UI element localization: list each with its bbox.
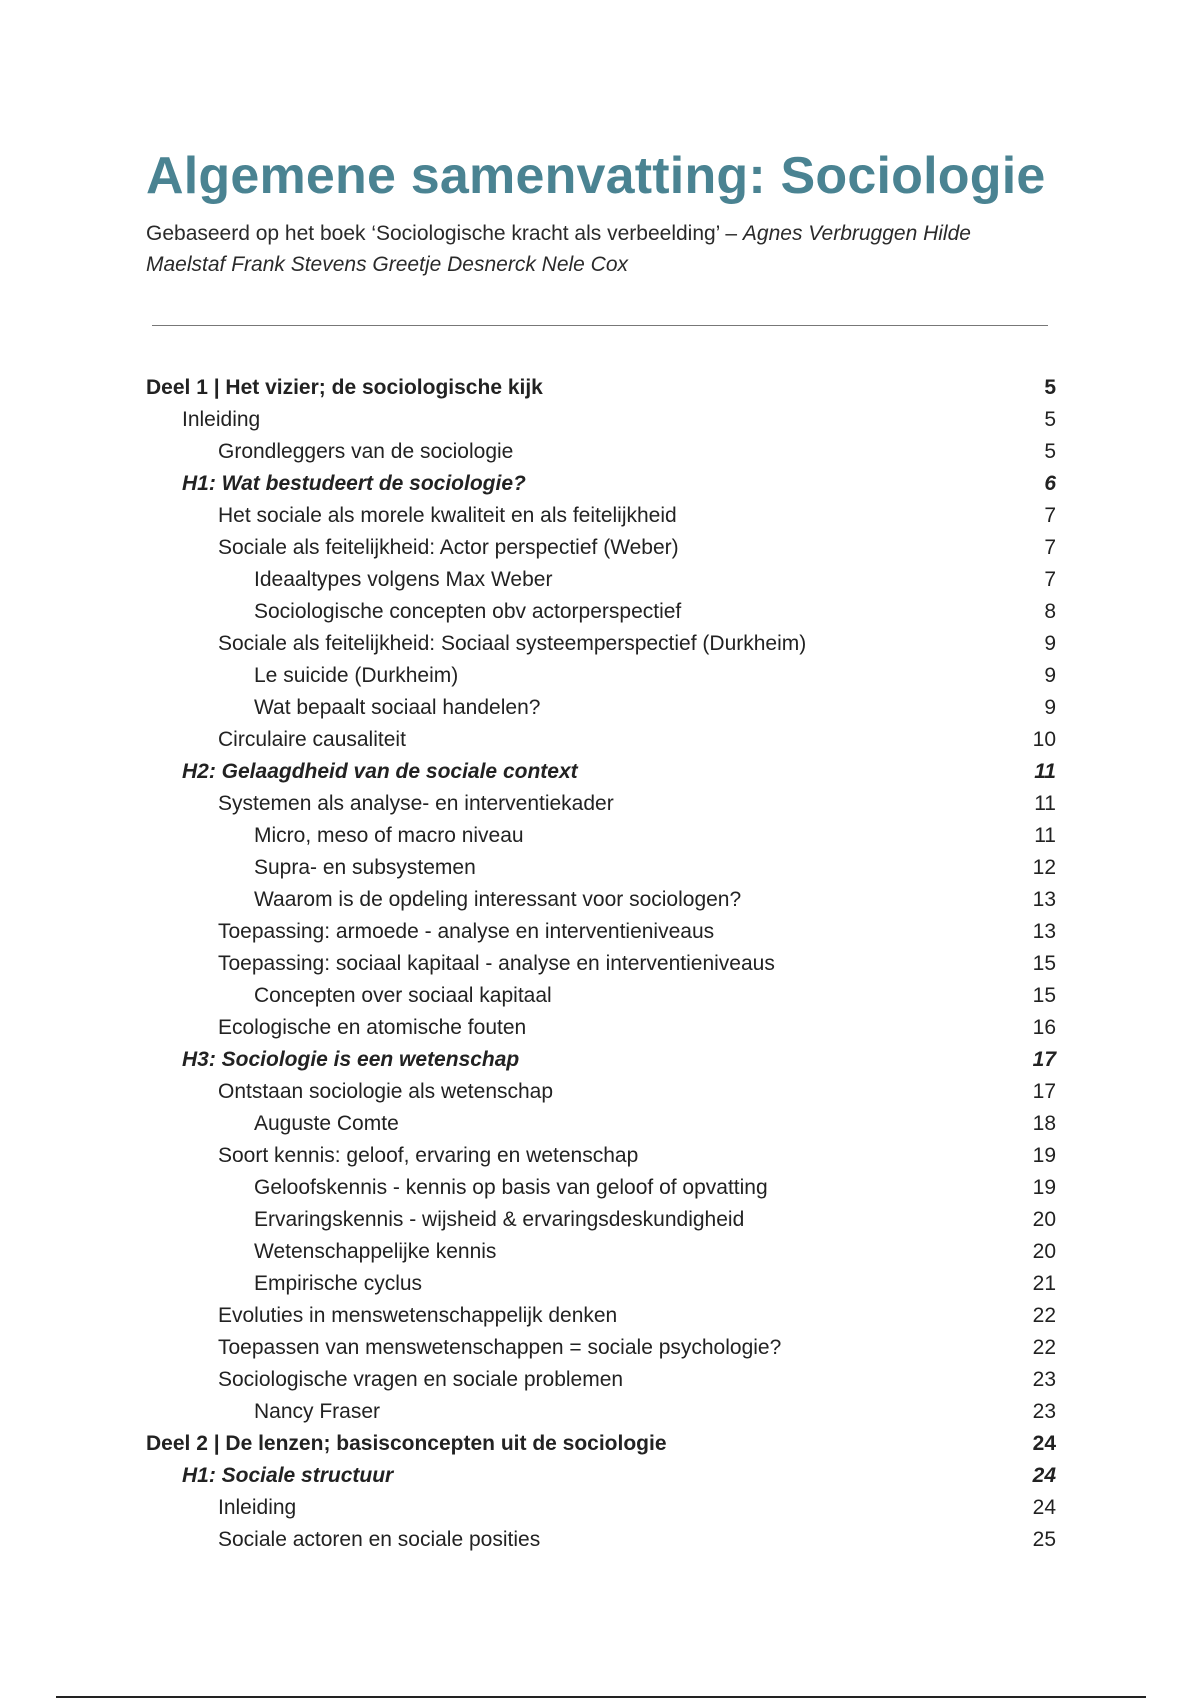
- toc-entry[interactable]: [146, 1332, 1056, 1364]
- toc-page-number: 7: [1044, 568, 1056, 591]
- toc-entry-title: Sociale als feitelijkheid: Actor perspectief (Weber): [218, 536, 679, 559]
- toc-page-number: 13: [1032, 888, 1056, 911]
- toc-page-number: 6: [1044, 472, 1056, 495]
- toc-entry-title: Evoluties in menswetenschappelijk denken: [218, 1304, 618, 1327]
- toc-chapter-entry[interactable]: [146, 1044, 1056, 1076]
- toc-entry[interactable]: [146, 1268, 1056, 1300]
- toc-entry[interactable]: [146, 948, 1056, 980]
- toc-page-number: 13: [1032, 920, 1056, 943]
- toc-entry-title: Systemen als analyse- en interventiekader: [218, 792, 614, 815]
- subtitle-authors: Agnes Verbruggen Hilde Maelstaf Frank Stevens Greetje Desnerck Nele Cox: [146, 222, 971, 276]
- toc-entry-title: Sociale actoren en sociale posities: [218, 1528, 541, 1551]
- toc-entry-title: Empirische cyclus: [254, 1272, 423, 1295]
- toc-entry-title: Ontstaan sociologie als wetenschap: [218, 1080, 554, 1103]
- toc-page-number: 18: [1032, 1112, 1056, 1135]
- toc-entry-title: Deel 1 | Het vizier; de sociologische kijk: [146, 376, 543, 399]
- toc-entry-title: Wat bepaalt sociaal handelen?: [254, 696, 541, 719]
- toc-entry-title: Toepassing: armoede - analyse en interventieniveaus: [218, 920, 715, 943]
- toc-entry-title: Ideaaltypes volgens Max Weber: [254, 568, 553, 591]
- toc-entry[interactable]: [146, 884, 1056, 916]
- toc-entry-title: Deel 2 | De lenzen; basisconcepten uit de sociologie: [146, 1432, 667, 1455]
- toc-entry-title: Wetenschappelijke kennis: [254, 1240, 497, 1263]
- toc-entry[interactable]: [146, 596, 1056, 628]
- toc-entry-title: Concepten over sociaal kapitaal: [254, 984, 552, 1007]
- toc-entry-title: H2: Gelaagdheid van de sociale context: [182, 760, 578, 783]
- toc-entry-title: Inleiding: [218, 1496, 297, 1519]
- toc-entry-title: H1: Sociale structuur: [182, 1464, 394, 1487]
- toc-entry[interactable]: [146, 1492, 1056, 1524]
- toc-entry-title: Sociale als feitelijkheid: Sociaal systeemperspectief (Durkheim): [218, 632, 807, 655]
- toc-page-number: 9: [1044, 696, 1056, 719]
- toc-entry[interactable]: [146, 980, 1056, 1012]
- toc-entry-title: Inleiding: [182, 408, 261, 431]
- toc-entry[interactable]: [146, 852, 1056, 884]
- toc-page-number: 23: [1032, 1368, 1056, 1391]
- toc-entry-title: Waarom is de opdeling interessant voor sociologen?: [254, 888, 742, 911]
- toc-entry-title: Sociologische concepten obv actorperspectief: [254, 600, 682, 623]
- toc-entry[interactable]: [146, 1140, 1056, 1172]
- toc-page-number: 5: [1044, 440, 1056, 463]
- toc-page-number: 11: [1034, 824, 1056, 847]
- toc-page-number: 22: [1032, 1336, 1056, 1359]
- toc-entry-title: Soort kennis: geloof, ervaring en wetenschap: [218, 1144, 639, 1167]
- toc-entry[interactable]: [146, 628, 1056, 660]
- toc-entry[interactable]: [146, 564, 1056, 596]
- toc-page-number: 8: [1044, 600, 1056, 623]
- toc-page-number: 9: [1044, 632, 1056, 655]
- toc-chapter-entry[interactable]: [146, 1460, 1056, 1492]
- toc-entry-title: Grondleggers van de sociologie: [218, 440, 514, 463]
- toc-page-number: 11: [1034, 792, 1056, 815]
- toc-entry[interactable]: [146, 916, 1056, 948]
- toc-entry[interactable]: [146, 1364, 1056, 1396]
- toc-entry-title: Micro, meso of macro niveau: [254, 824, 524, 847]
- toc-entry-title: H1: Wat bestudeert de sociologie?: [182, 472, 526, 495]
- toc-entry[interactable]: [146, 1300, 1056, 1332]
- toc-page-number: 15: [1032, 984, 1056, 1007]
- toc-page-number: 7: [1044, 536, 1056, 559]
- toc-entry[interactable]: [146, 532, 1056, 564]
- toc-entry-title: Le suicide (Durkheim): [254, 664, 459, 687]
- toc-page-number: 12: [1032, 856, 1056, 879]
- toc-page-number: 7: [1044, 504, 1056, 527]
- toc-part-entry[interactable]: [146, 372, 1056, 404]
- toc-page-number: 24: [1032, 1432, 1056, 1455]
- toc-entry-title: Sociologische vragen en sociale problemen: [218, 1368, 624, 1391]
- toc-page-number: 20: [1032, 1208, 1056, 1231]
- toc-entry-title: Circulaire causaliteit: [218, 728, 406, 751]
- toc-page-number: 25: [1032, 1528, 1056, 1551]
- document-title: Algemene samenvatting: Sociologie: [146, 147, 1046, 205]
- toc-entry-title: Ecologische en atomische fouten: [218, 1016, 527, 1039]
- toc-entry[interactable]: [146, 692, 1056, 724]
- title-divider: [152, 325, 1048, 326]
- toc-entry[interactable]: [146, 1076, 1056, 1108]
- toc-entry[interactable]: [146, 1108, 1056, 1140]
- toc-entry-title: H3: Sociologie is een wetenschap: [182, 1048, 520, 1071]
- toc-entry-title: Supra- en subsystemen: [254, 856, 476, 879]
- toc-entry-title: Ervaringskennis - wijsheid & ervaringsdeskundigheid: [254, 1208, 745, 1231]
- toc-entry[interactable]: [146, 404, 1056, 436]
- toc-entry[interactable]: [146, 1012, 1056, 1044]
- toc-page-number: 9: [1044, 664, 1056, 687]
- subtitle-source: Gebaseerd op het boek ‘Sociologische kracht als verbeelding’ –: [146, 222, 743, 245]
- toc-entry[interactable]: [146, 1236, 1056, 1268]
- table-of-contents: [146, 372, 1056, 1556]
- toc-page-number: 10: [1032, 728, 1056, 751]
- toc-page-number: 16: [1032, 1016, 1056, 1039]
- toc-entry-title: Toepassing: sociaal kapitaal - analyse en interventieniveaus: [218, 952, 775, 975]
- toc-entry[interactable]: [146, 436, 1056, 468]
- toc-entry-title: Geloofskennis - kennis op basis van geloof of opvatting: [254, 1176, 768, 1199]
- toc-page-number: 5: [1044, 408, 1056, 431]
- toc-entry[interactable]: [146, 1524, 1056, 1556]
- toc-entry[interactable]: [146, 1172, 1056, 1204]
- toc-page-number: 24: [1032, 1464, 1056, 1487]
- toc-entry-title: Auguste Comte: [254, 1112, 399, 1135]
- toc-part-entry[interactable]: [146, 1428, 1056, 1460]
- toc-page-number: 17: [1032, 1080, 1056, 1103]
- toc-entry[interactable]: [146, 788, 1056, 820]
- toc-entry[interactable]: [146, 1204, 1056, 1236]
- toc-page-number: 5: [1044, 376, 1056, 399]
- toc-page-number: 19: [1032, 1176, 1056, 1199]
- toc-page-number: 17: [1032, 1048, 1056, 1071]
- toc-entry-title: Toepassen van menswetenschappen = sociale psychologie?: [218, 1336, 782, 1359]
- toc-entry[interactable]: [146, 1396, 1056, 1428]
- toc-page-number: 24: [1032, 1496, 1056, 1519]
- toc-entry[interactable]: [146, 820, 1056, 852]
- toc-chapter-entry[interactable]: [146, 468, 1056, 500]
- document-subtitle: [146, 218, 1046, 280]
- toc-page-number: 15: [1032, 952, 1056, 975]
- toc-entry[interactable]: [146, 500, 1056, 532]
- toc-entry[interactable]: [146, 724, 1056, 756]
- page-bottom-divider: [56, 1696, 1146, 1698]
- toc-page-number: 19: [1032, 1144, 1056, 1167]
- toc-entry-title: Het sociale als morele kwaliteit en als feitelijkheid: [218, 504, 677, 527]
- toc-chapter-entry[interactable]: [146, 756, 1056, 788]
- toc-page-number: 20: [1032, 1240, 1056, 1263]
- toc-page-number: 23: [1032, 1400, 1056, 1423]
- toc-page-number: 11: [1034, 760, 1056, 783]
- toc-page-number: 22: [1032, 1304, 1056, 1327]
- toc-entry-title: Nancy Fraser: [254, 1400, 381, 1423]
- toc-page-number: 21: [1032, 1272, 1056, 1295]
- toc-entry[interactable]: [146, 660, 1056, 692]
